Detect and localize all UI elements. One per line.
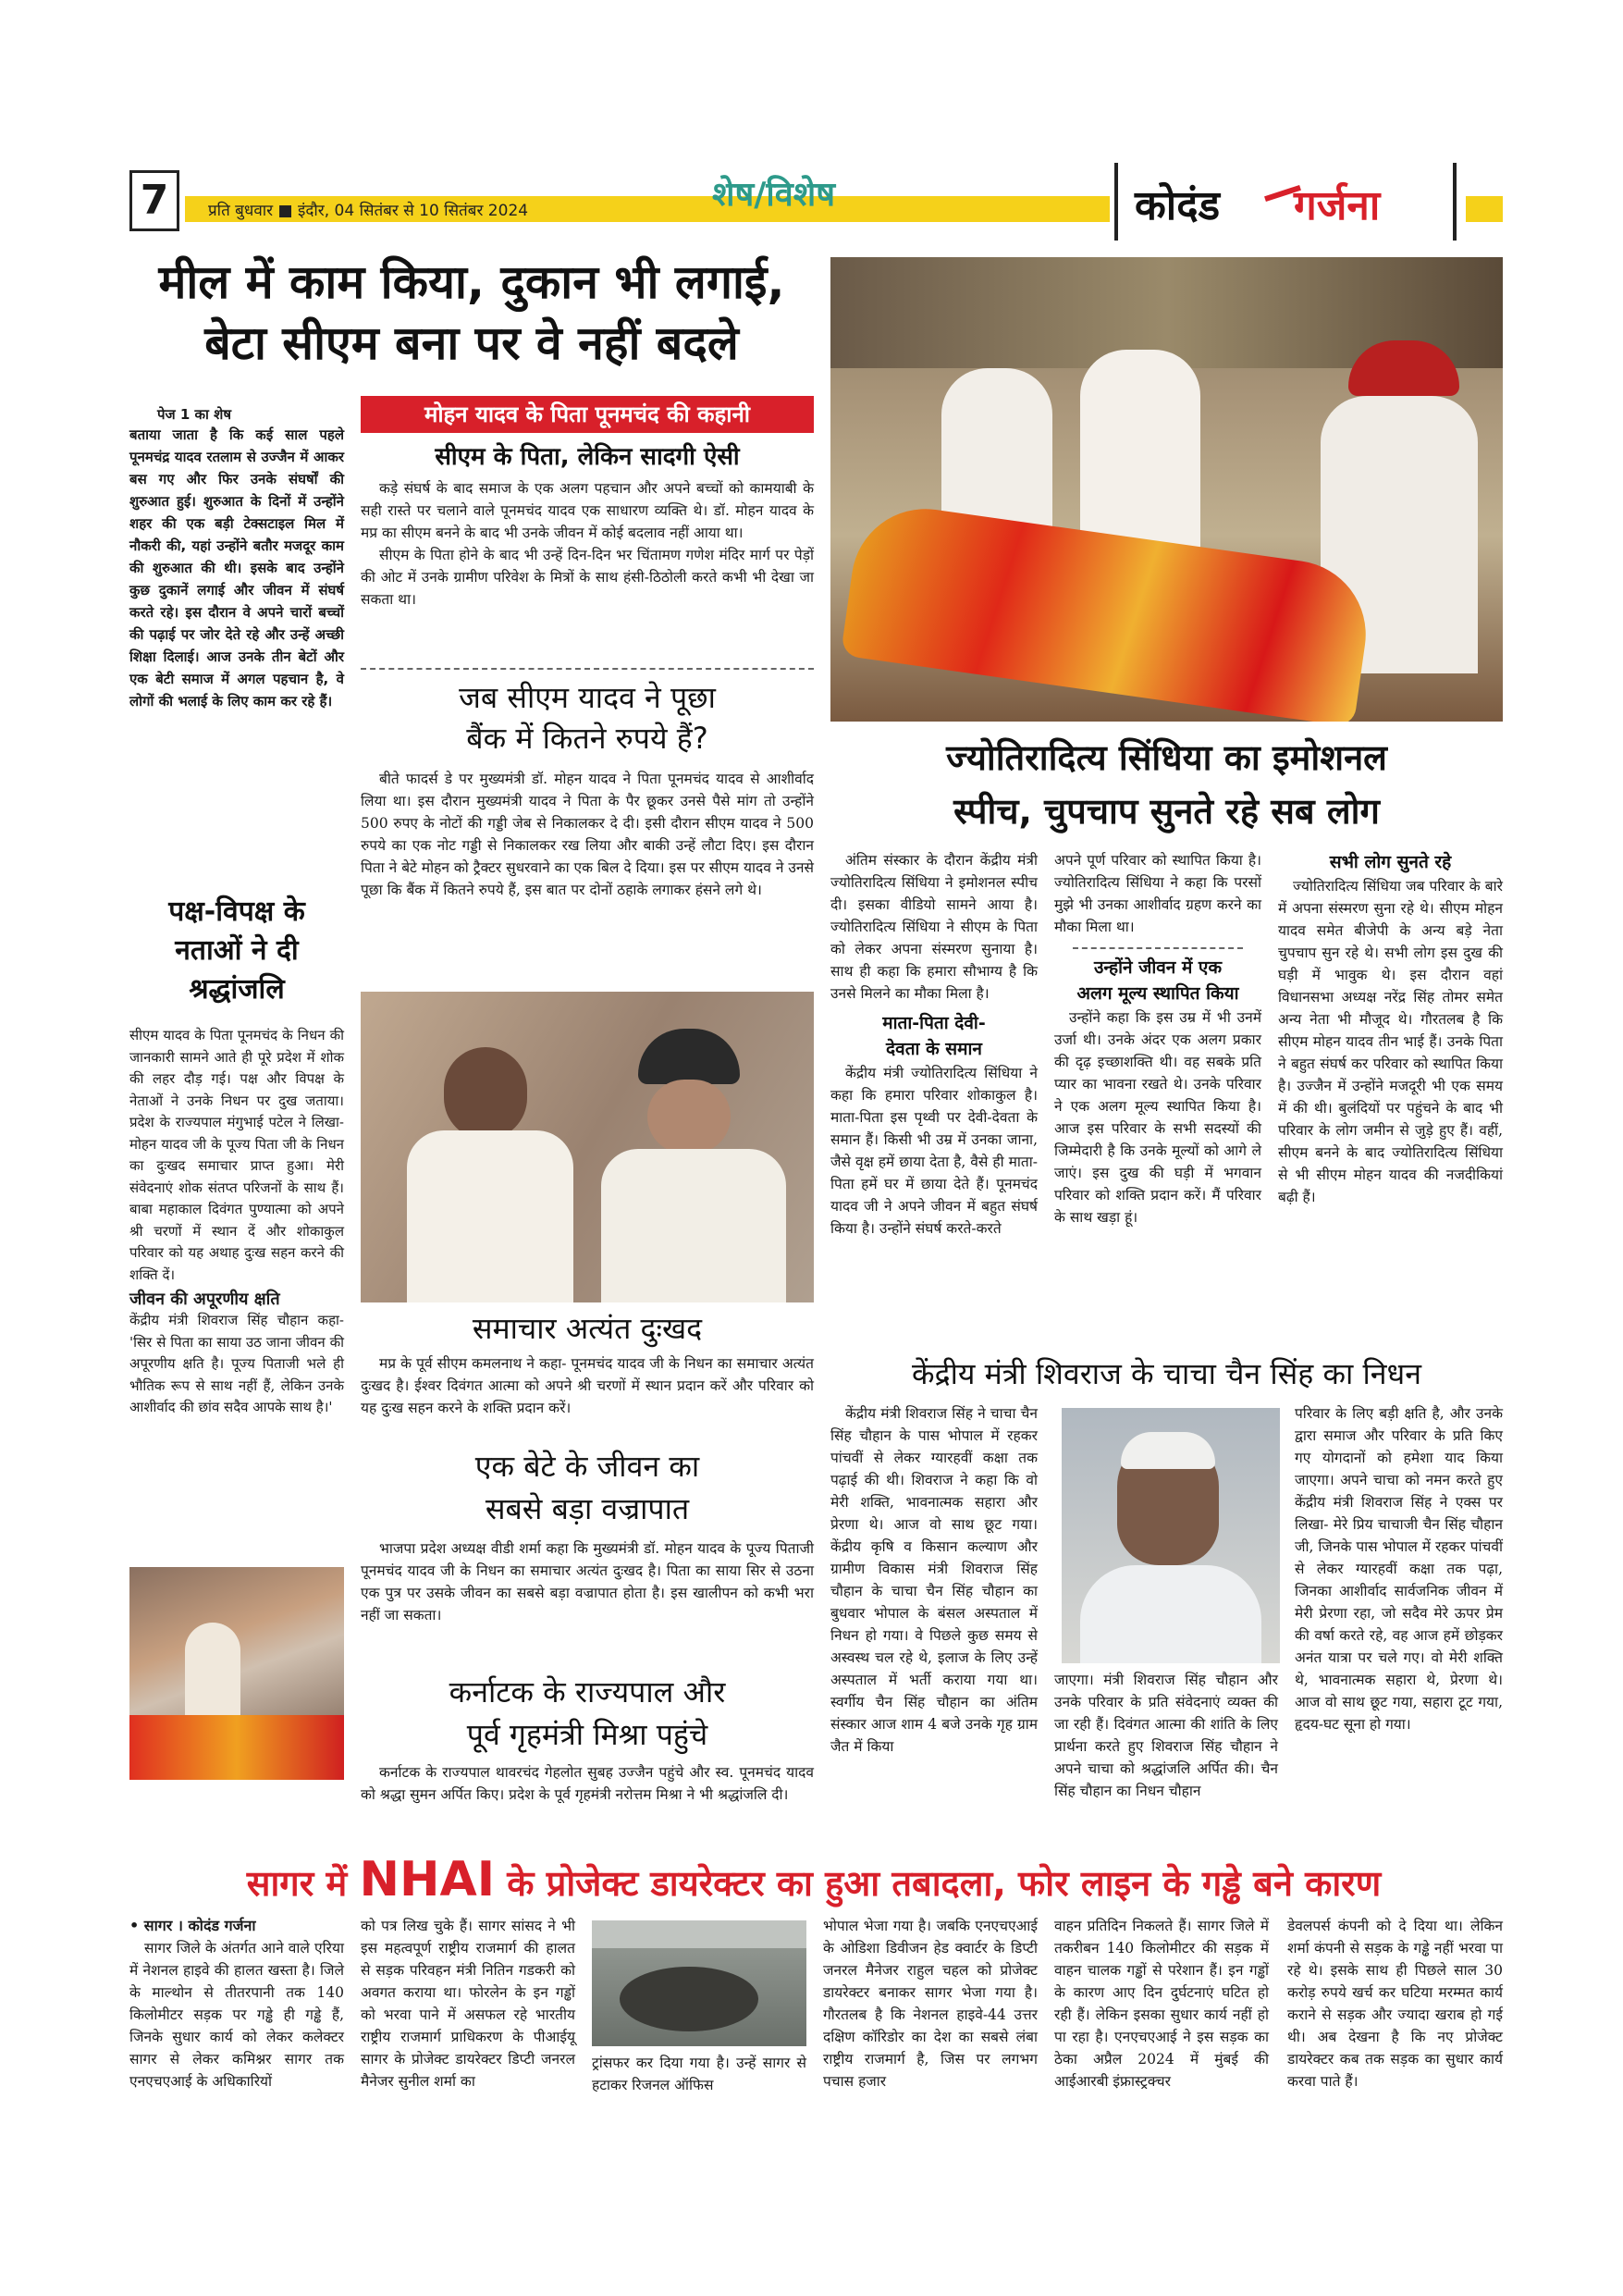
page-number: 7 [129,170,179,231]
scindia-col2-body: अपने पूर्ण परिवार को स्थापित किया है। ज्योतिरादित्य सिंधिया ने कहा कि परसों मुझे भी उनका आशीर्वाद ग्रहण करने का मौका मिला था। [1054,852,1261,935]
main-headline [120,252,823,374]
vajra-heading [361,1445,814,1530]
nhai-col6 [1287,1915,1503,2092]
scindia-col1-body: अंतिम संस्कार के दौरान केंद्रीय मंत्री ज्योतिरादित्य सिंधिया ने इमोशनल स्पीच दी। इसका वीडियो सामने आया है। ज्योतिरादित्य सिंधिया ने सीएम के पिता को लेकर अपना संस्मरण सुनाया है। साथ ही कहा कि हमारा सौभाग्य है कि उनसे मिलने का मौका मिला है। [830,852,1038,1002]
nhai-col1-body: सागर जिले के अंतर्गत आने वाले एरिया में नेशनल हाइवे की हालत खस्ता है। जिले के माल्थोन से तीतरपानी तक 140 किलोमीटर सड़क पर गड्ढे ही गड्ढे हैं, जिनके सुधार कार्य को लेकर कलेक्टर सागर से लेकर कमिश्नर सागर तक एनएचएआई के अधिकारियों [129,1940,344,2090]
scindia-headline-line2: स्पीच, चुपचाप सुनते रहे सब लोग [953,791,1380,832]
nhai-headline-post: के प्रोजेक्ट डायरेक्टर का हुआ तबादला, फोर लाइन के गड्ढे बने कारण [495,1863,1382,1904]
scindia-col2-sub-body: उन्होंने कहा कि इस उम्र में भी उनमें उर्जा थी। उनके अंदर एक अलग प्रकार की दृढ़ इच्छाशक्ति थी। वह सबके प्रति प्यार का भावना रखते थे। उनके परिवार ने एक अलग मूल्य स्थापित किया है। आज इस परिवार के सभी सदस्यों की जिम्मेदारी है कि उनके मूल्यों को आगे ले जाएं। इस दुख की घड़ी में भगवान परिवार को शक्ति प्रदान करें। मैं परिवार के साथ खड़ा हूं। [1054,1009,1261,1226]
tributes-heading [129,893,344,1009]
photo-hair [1121,1432,1215,1469]
section-title: शेष/विशेष [712,176,836,214]
sub2-heading-line1: जब सीएम यादव ने पूछा [459,680,716,715]
shivraj-headline: केंद्रीय मंत्री शिवराज के चाचा चैन सिंह का निधन [912,1356,1421,1391]
sad-news-body: मप्र के पूर्व सीएम कमलनाथ ने कहा- पूनमचंद यादव जी के निधन का समाचार अत्यंत दुःखद है। ईश्वर दिवंगत आत्मा को अपने श्री चरणों में स्थान प्रदान करें और परिवार को यह दुःख सहन करने के शक्ति प्रदान करें। [361,1355,814,1416]
tributes-heading-line1: पक्ष-विपक्ष के [168,895,305,928]
scindia-divider [1073,947,1243,949]
sad-news-wrap [361,1352,814,1419]
masthead-logo [1114,163,1457,241]
scindia-col1 [830,849,1038,1240]
header-bar-right [1466,196,1503,222]
sub2-body-wrap [361,768,814,901]
photo-father-face [647,1080,731,1154]
photo-pothole [620,1967,758,2031]
nhai-col3-body: ट्रांसफर कर दिया गया है। उन्हें सागर से हटाकर रिजनल ऑफिस [592,2055,806,2093]
photo-shirt [1080,1565,1261,1663]
scindia-col1-subheading-line1: माता-पिता देवी- [882,1013,986,1033]
continued-label: पेज 1 का शेष [157,406,232,423]
sub2-body: बीते फादर्स डे पर मुख्यमंत्री डॉ. मोहन यादव ने पिता पूनमचंद यादव से आशीर्वाद लिया था। इस दौरान मुख्यमंत्री यादव ने पिता के पैर छूकर उनसे पैसे मांग तो उन्होंने 500 रुपए के नोटों की गड्डी जेब से निकालकर दे दी। इसी दौरान सीएम यादव ने 500 रुपये का एक नोट गड्डी से निकालकर रख लिया और बाकी उन्हें लौटा दिए। इस दौरान पिता ने बेटे मोहन को ट्रैक्टर सुधरवाने का एक बिल दे दिया। इस पर सीएम यादव ने उनसे पूछा कि बैंक में कितने रुपये हैं, इस बात पर दोनों ठहाके लगाकर हंसने लगे थे। [361,771,814,898]
nhai-col4 [823,1915,1038,2092]
nhai-col2 [361,1915,575,2092]
nhai-headline-pre: सागर में [246,1863,360,1904]
vajra-heading-line1: एक बेटे के जीवन का [474,1449,700,1484]
sub2-heading [361,677,814,759]
scindia-col3-body: ज्योतिरादित्य सिंधिया जब परिवार के बारे में अपना संस्मरण सुना रहे थे। सीएम मोहन यादव समेत बीजेपी के अन्य बड़े नेता चुपचाप सुन रहे थे। सभी लोग इस दुख की घड़ी में भावुक थे। इस दौरान वहां विधानसभा अध्यक्ष नरेंद्र सिंह तोमर समेत अन्य नेता भी मौजूद थे। गौरतलब है कि सीएम मोहन यादव तीन भाई हैं। उनके पिता ने बहुत संघर्ष कर परिवार को स्थापित किया है। उज्जैन में उन्होंने मजदूरी भी एक समय में की थी। बुलंदियों पर पहुंचने के बाद भी परिवार के लोग जमीन से जुड़े हुए हैं। वहीं, सीएम बनने के बाद ज्योतिरादित्य सिंधिया से भी सीएम मोहन यादव की नजदीकियां बढ़ी हैं। [1278,878,1503,1205]
nhai-headline [120,1850,1507,1909]
scindia-headline [830,731,1503,838]
karnataka-heading-line2: पूर्व गृहमंत्री मिश्रा पहुंचे [466,1717,708,1752]
nhai-col5 [1054,1915,1269,2092]
scindia-col2-subheading-line1: उन्होंने जीवन में एक [1093,957,1223,978]
karnataka-wrap [361,1761,814,1806]
scindia-col3-subheading: सभी लोग सुनते रहे [1329,852,1452,872]
scindia-col1-sub-body: केंद्रीय मंत्री ज्योतिरादित्य सिंधिया ने कहा कि हमारा परिवार शोकाकुल है। माता-पिता इस पृथ्वी पर देवी-देवता के समान हैं। किसी भी उम्र में उनका जाना, जैसे वृक्ष हमें छाया देता है, वैसे ही माता-पिता हमें घर में छाया देते हैं। पूनमचंद यादव जी ने अपने जीवन में बहुत संघर्ष किया है। उन्होंने संघर्ष करते-करते [830,1065,1038,1237]
sub1-body [361,477,814,611]
sad-news-heading: समाचार अत्यंत दुःखद [472,1311,703,1346]
shivraj-col1-body: केंद्रीय मंत्री शिवराज सिंह ने चाचा चैन सिंह चौहान के पास भोपाल में रहकर पांचवीं से लेकर ग्यारहवीं कक्षा तक पढ़ाई की थी। शिवराज ने कहा कि वो मेरी शक्ति, भावनात्मक सहारा और प्रेरणा थे। आज वो साथ छूट गया। केंद्रीय कृषि व किसान कल्याण और ग्रामीण विकास मंत्री शिवराज सिंह चौहान के चाचा चैन सिंह चौहान का बुधवार भोपाल के बंसल अस्पताल में निधन हो गया। वे पिछले कुछ समय से अस्वस्थ चल रहे थे, इलाज के लिए उन्हें अस्पताल में भर्ती कराया गया था। स्वर्गीय चैन सिंह चौहान का अंतिम संस्कार आज शाम 4 बजे उनके गृह ग्राम जैत में किया [830,1405,1038,1755]
photo-cm-kurta [407,1130,573,1302]
shivraj-tribute-photo [129,1567,344,1780]
karnataka-heading-line1: कर्नाटक के राज्यपाल और [449,1674,726,1710]
main-headline-line2: बेटा सीएम बना पर वे नहीं बदले [204,316,739,370]
shivraj-col2 [1054,1669,1278,1802]
tributes-body: सीएम यादव के पिता पूनमचंद के निधन की जानकारी सामने आते ही पूरे प्रदेश में शोक की लहर दौड़ गई। पक्ष और विपक्ष के नेताओं ने उनके निधन पर दुख जताया। प्रदेश के राज्यपाल मंगुभाई पटेल ने लिखा- मोहन यादव जी के पूज्य पिता जी के निधन का दुःखद समाचार प्राप्त हुआ। मेरी संवेदनाएं शोक संतप्त परिजनों के साथ हैं। बाबा महाकाल दिवंगत पुण्यात्मा को अपने श्री चरणों में स्थान दें और शोकाकुल परिवार को यह अथाह दुःख सहन करने की शक्ति दें। [129,1027,344,1283]
nhai-dateline: • सागर । कोदंड गर्जना [129,1917,256,1934]
scindia-col1-subheading-line2: देवता के समान [886,1039,982,1059]
vajra-heading-line2: सबसे बड़ा वज्रापात [485,1491,690,1526]
photo-cm-head [444,1047,527,1140]
cm-with-father-photo [361,992,814,1302]
logo-part2: गर्जना [1294,182,1381,229]
photo-road-edge [592,1920,806,1948]
shivraj-col1 [830,1402,1038,1758]
main-headline-line1: मील में काम किया, दुकान भी लगाई, [158,255,785,309]
nhai-col6-body: डेवलपर्स कंपनी को दे दिया था। लेकिन शर्मा कंपनी से सड़क के गड्ढे नहीं भरवा पा रहे थे। इसके साथ ही पिछले साल 30 करोड़ रुपये खर्च कर घटिया मरम्मत कार्य कराने से सड़क और ज्यादा खराब हो गई थी। अब देखना है कि नए प्रोजेक्ट डायरेक्टर कब तक सड़क का सुधार कार्य करवा पाते हैं। [1287,1918,1503,2090]
scindia-headline-line1: ज्योतिरादित्य सिंधिया का इमोशनल [946,737,1387,778]
nhai-headline-nhai: NHAI [359,1852,496,1907]
tributes-heading-line2: नताओं ने दी [175,934,299,967]
logo-part1: कोदंड [1135,182,1221,229]
photo-father-cap [638,1029,740,1084]
sub2-heading-line2: बैंक में कितने रुपये हैं? [466,721,708,756]
funeral-photo [830,257,1503,722]
nhai-col5-body: वाहन प्रतिदिन निकलते हैं। सागर जिले में तकरीबन 140 किलोमीटर की सड़क में वाहन चालक गड्ढों से परेशान हैं। इन गड्ढों के कारण आए दिन दुर्घटनाएं घटित हो रही हैं। लेकिन इसका सुधार कार्य नहीं हो पा रहा है। एनएचएआई ने इस सड़क का ठेका अप्रैल 2024 में मुंबई की आईआरबी इंफ्रास्ट्रक्चर [1054,1918,1269,2090]
story-kicker: मोहन यादव के पिता पूनमचंद की कहानी [361,396,814,433]
issue-info: प्रति बुधवार ■ इंदौर, 04 सितंबर से 10 सितंबर 2024 [208,202,529,220]
karnataka-body: कर्नाटक के राज्यपाल थावरचंद गेहलोत सुबह उज्जैन पहुंचे और स्व. पूनमचंद यादव को श्रद्धा सुमन अर्पित किए। प्रदेश के पूर्व गृहमंत्री नरोत्तम मिश्रा ने भी श्रद्धांजलि दी। [361,1764,814,1803]
scindia-col2-subheading-line2: अलग मूल्य स्थापित किया [1076,983,1239,1004]
nhai-col2-body: को पत्र लिख चुके हैं। सागर सांसद ने भी इस महत्वपूर्ण राष्ट्रीय राजमार्ग की हालत से सड़क परिवहन मंत्री नितिन गडकरी को अवगत कराया था। फोरलेन के इन गड्ढों को भरवा पाने में असफल रहे भारतीय राष्ट्रीय राजमार्ग प्राधिकरण के पीआईयू सागर के प्रोजेक्ट डायरेक्टर डिप्टी जनरल मैनेजर सुनील शर्मा का [361,1918,575,2090]
shivraj-col3 [1295,1402,1503,1735]
divider [361,668,814,670]
continued-column [129,405,344,712]
tributes-column [129,1025,344,1419]
tributes-heading-line3: श्रद्धांजलि [189,973,285,1006]
nhai-col4-body: भोपाल भेजा गया है। जबकि एनएचएआई के ओडिशा डिवीजन हेड क्वार्टर के डिप्टी जनरल मैनेजर राहुल चहल को प्रोजेक्ट डायरेक्टर बनाकर सागर भेजा गया है। गौरतलब है कि नेशनल हाइवे-44 उत्तर दक्षिण कॉरिडोर का देश का सबसे लंबा राष्ट्रीय राजमार्ग है, जिस पर लगभग पचास हजार [823,1918,1038,2090]
photo-garlands [129,1715,344,1780]
tributes-sub-body: केंद्रीय मंत्री शिवराज सिंह चौहान कहा- 'सिर से पिता का साया उठ जाना जीवन की अपूरणीय क्षति है। पूज्य पिताजी भले ही भौतिक रूप से साथ नहीं हैं, लेकिन उनके आशीर्वाद की छांव सदैव आपके साथ है।' [129,1312,344,1415]
scindia-col2 [1054,849,1261,1228]
continued-body: बताया जाता है कि कई साल पहले पूनमचंद्र यादव रतलाम से उज्जैन में आकर बस गए और फिर उनके संघर्षों की शुरुआत हुई। शुरुआत के दिनों में उन्होंने शहर की एक बड़ी टेक्सटाइल मिल में नौकरी की, यहां उन्होंने बतौर मजदूर काम की शुरुआत की थी। इसके बाद उन्होंने कुछ दुकानें लगाई और जीवन में संघर्ष करते रहे। इस दौरान वे अपने चारों बच्चों की पढ़ाई पर जोर देते रहे और उन्हें अच्छी शिक्षा दिलाई। आज उनके तीन बेटों और एक बेटी समाज में अगल पहचान है, वे लोगों की भलाई के लिए काम कर रहे हैं। [129,426,344,710]
karnataka-heading [361,1671,814,1756]
sub1-heading: सीएम के पिता, लेकिन सादगी ऐसी [435,443,740,471]
nhai-col1 [129,1915,344,2092]
pothole-photo [592,1920,806,2046]
tributes-subheading: जीवन की अपूरणीय क्षति [129,1290,280,1309]
photo-father-kurta [601,1149,786,1302]
sub1-paragraph1: कड़े संघर्ष के बाद समाज के एक अलग पहचान और अपने बच्चों को कामयाबी के सही रास्ते पर चलाने वाले पूनमचंद यादव एक साधारण व्यक्ति थे। डॉ. मोहन यादव के मप्र का सीएम बनने के बाद भी उनके जीवन में कोई बदलाव नहीं आया था। [361,480,814,541]
vajra-wrap [361,1537,814,1626]
chain-singh-photo [1062,1408,1280,1663]
shivraj-col2-body: जाएगा। मंत्री शिवराज सिंह चौहान और उनके परिवार के प्रति संवेदनाएं व्यक्त की जा रही हैं। दिवंगत आत्मा की शांति के लिए प्रार्थना करते हुए शिवराज सिंह चौहान ने अपने चाचा को श्रद्धांजलि अर्पित की। चैन सिंह चौहान का निधन चौहान [1054,1672,1278,1799]
shivraj-col3-body: परिवार के लिए बड़ी क्षति है, और उनके द्वारा समाज और परिवार के प्रति किए गए योगदानों को हमेशा याद किया जाएगा। अपने चाचा को नमन करते हुए केंद्रीय मंत्री शिवराज सिंह ने एक्स पर लिखा- मेरे प्रिय चाचाजी चैन सिंह चौहान जी, जिनके पास भोपाल में रहकर पांचवीं से लेकर ग्यारहवीं कक्षा तक पढ़ा, जिनका आशीर्वाद सार्वजनिक जीवन में मेरी प्रेरणा रहा, जो सदैव मेरे ऊपर प्रेम की वर्षा करते रहे, वह आज हमें छोड़कर अनंत यात्रा पर चले गए। वो मेरी शक्ति थे, भावनात्मक सहारा थे, प्रेरणा थे। आज वो साथ छूट गया, सहारा टूट गया, हृदय-घट सूना हो गया। [1295,1405,1503,1733]
scindia-col3 [1278,849,1503,1208]
sub1-paragraph2: सीएम के पिता होने के बाद भी उन्हें दिन-दिन भर चिंतामण गणेश मंदिर मार्ग पर पेड़ों की ओट में उनके ग्रामीण परिवेश के मित्रों के साथ हंसी-ठिठोली करते कभी भी देखा जा सकता था। [361,547,814,608]
scindia-col2-subheading [1054,955,1261,1006]
scindia-col1-subheading [830,1010,1038,1062]
vajra-body: भाजपा प्रदेश अध्यक्ष वीडी शर्मा कहा कि मुख्यमंत्री डॉ. मोहन यादव के पूज्य पिताजी पूनमचंद यादव जी के निधन का समाचार अत्यंत दुःखद है। पिता का साया सिर से उठना एक पुत्र पर उसके जीवन का सबसे बड़ा वज्रापात होता है। इस खालीपन को कभी भरा नहीं जा सकता। [361,1540,814,1623]
nhai-col3 [592,2052,806,2096]
